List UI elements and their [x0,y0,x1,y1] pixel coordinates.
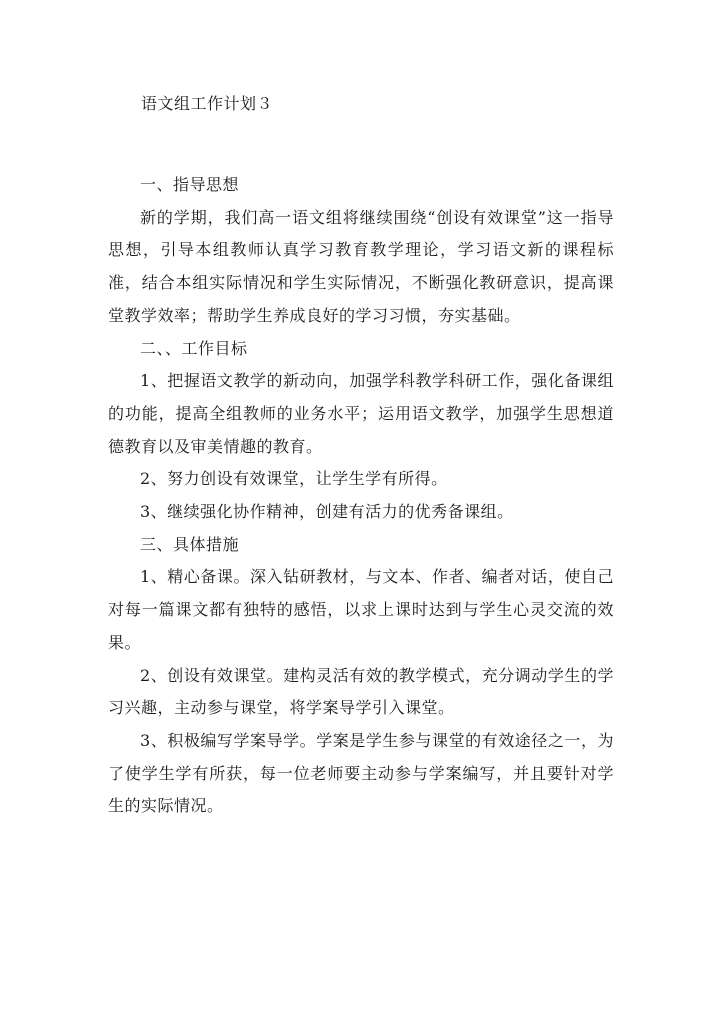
paragraph-goal-1: 1、把握语文教学的新动向，加强学科教学科研工作，强化备课组的功能，提高全组教师的业务水平；运用语文教学，加强学生思想道德教育以及审美情趣的教育。 [108,371,614,456]
document-body [108,169,614,823]
section-heading-measures: 三、具体措施 [140,534,240,554]
paragraph-measure-3: 3、积极编写学案导学。学案是学生参与课堂的有效途径之一，为了使学生学有所获，每一位老师要主动参与学案编写，并且要针对学生的实际情况。 [108,730,614,816]
paragraph-guiding-thought: 新的学期，我们高一语文组将继续围绕“创设有效课堂”这一指导思想，引导本组教师认真学习教育教学理论，学习语文新的课程标准，结合本组实际情况和学生实际情况，不断强化教研意识，提高课堂教学效率；帮助学生养成良好的学习习惯，夯实基础。 [108,207,614,325]
section-heading-work-goals: 二、、工作目标 [140,338,248,358]
paragraph-goal-3: 3、继续强化协作精神，创建有活力的优秀备课组。 [140,502,514,522]
document-title: 语文组工作计划３ [141,94,274,113]
paragraph-goal-2: 2、努力创设有效课堂，让学生学有所得。 [140,469,448,489]
paragraph-measure-2: 2、创设有效课堂。建构灵活有效的教学模式，充分调动学生的学习兴趣，主动参与课堂，将学案导学引入课堂。 [108,665,614,718]
paragraph-measure-1: 1、精心备课。深入钻研教材，与文本、作者、编者对话，使自己对每一篇课文都有独特的感悟，以求上课时达到与学生心灵交流的效果。 [108,567,614,652]
section-heading-guiding-thought: 一、指导思想 [140,175,240,194]
